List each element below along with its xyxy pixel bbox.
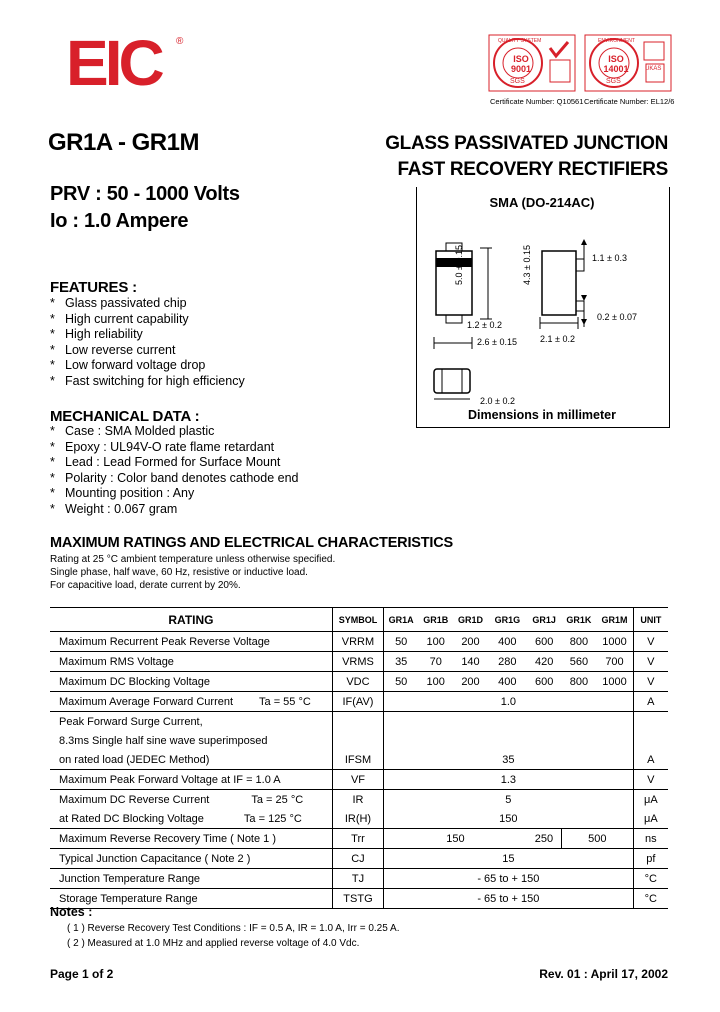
table-row	[50, 750, 668, 770]
row-symbol: IR(H)	[332, 809, 383, 829]
cell: 100	[418, 672, 453, 692]
cell: 600	[534, 635, 554, 648]
table-row	[50, 712, 668, 732]
cell: 1.0	[384, 692, 634, 712]
cell: 5	[384, 790, 634, 810]
key-specs	[50, 181, 240, 235]
headline-line-2: FAST RECOVERY RECTIFIERS	[397, 159, 668, 180]
row-unit: V	[633, 672, 668, 692]
cell: 150	[384, 829, 527, 849]
ratings-title: MAXIMUM RATINGS AND ELECTRICAL CHARACTERISTICS	[50, 535, 453, 551]
cell: 560	[562, 652, 597, 672]
col-rating: RATING	[50, 608, 332, 632]
row-label: Maximum Peak Forward Voltage at IF = 1.0 A	[50, 770, 332, 790]
row-label: Maximum DC Blocking Voltage	[50, 672, 332, 692]
list-item: * Case : SMA Molded plastic	[50, 424, 299, 440]
row-symbol: TSTG	[332, 889, 383, 909]
row-unit: μA	[633, 809, 668, 829]
row-label: on rated load (JEDEC Method)	[59, 753, 210, 766]
list-item: * Fast switching for high efficiency	[50, 374, 245, 390]
col-part: GR1A	[384, 608, 419, 632]
list-item: * High reliability	[50, 327, 245, 343]
table-row	[50, 692, 668, 712]
table-row	[50, 652, 668, 672]
row-unit: V	[633, 632, 668, 652]
row-symbol: IR	[332, 790, 383, 810]
cell: 200	[461, 635, 480, 648]
io-spec: Io : 1.0 Ampere	[50, 210, 189, 232]
cell: 500	[562, 829, 634, 849]
headline-line-1: GLASS PASSIVATED JUNCTION	[385, 133, 668, 154]
table-row	[50, 770, 668, 790]
row-symbol: VRRM	[332, 632, 383, 652]
cert1-sgs: SGS	[510, 78, 525, 85]
company-logo: EIC	[66, 27, 161, 99]
ratings-notes	[50, 553, 335, 592]
cell: 140	[453, 652, 488, 672]
mechanical-title: MECHANICAL DATA :	[50, 408, 200, 425]
col-part: GR1K	[562, 608, 597, 632]
list-item: * Low reverse current	[50, 343, 245, 359]
rating-note-1: Rating at 25 °C ambient temperature unless otherwise specified.	[50, 554, 336, 565]
row-label: Storage Temperature Range	[50, 889, 332, 909]
cell: 250	[527, 829, 562, 849]
col-part: GR1D	[453, 608, 488, 632]
row-symbol: Trr	[332, 829, 383, 849]
cell: 400	[488, 672, 527, 692]
col-part: GR1J	[527, 608, 562, 632]
cell: 35	[384, 652, 419, 672]
cell: 50	[384, 672, 419, 692]
row-label: Maximum Reverse Recovery Time ( Note 1 )	[50, 829, 332, 849]
table-row	[50, 672, 668, 692]
row-label: at Rated DC Blocking Voltage Ta = 125 °C	[59, 812, 302, 825]
list-item: * Polarity : Color band denotes cathode end	[50, 471, 299, 487]
col-unit: UNIT	[633, 608, 668, 632]
registered-mark: ®	[176, 36, 184, 47]
cert2-label: ISO 14001	[603, 54, 629, 74]
package-title: SMA (DO-214AC)	[489, 195, 595, 210]
note-2: ( 2 ) Measured at 1.0 MHz and applied reverse voltage of 4.0 Vdc.	[67, 938, 360, 949]
list-item: * Mounting position : Any	[50, 486, 299, 502]
row-unit: A	[633, 692, 668, 712]
cell: 100	[426, 635, 445, 648]
cell: 70	[418, 652, 453, 672]
ratings-table	[50, 607, 668, 909]
dimensions-caption: Dimensions in millimeter	[468, 408, 616, 422]
table-row	[50, 889, 668, 909]
row-symbol: CJ	[332, 849, 383, 869]
cell: 800	[562, 672, 597, 692]
row-unit: A	[633, 750, 668, 770]
row-unit: °C	[633, 869, 668, 889]
notes-title: Notes :	[50, 905, 93, 919]
row-unit: pf	[633, 849, 668, 869]
dim-1-2: 1.2 ± 0.2	[467, 320, 502, 330]
table-row	[50, 632, 668, 652]
cert2-ring: ENVIRONMENT	[598, 38, 635, 44]
dim-2-0: 2.0 ± 0.2	[480, 396, 515, 406]
cert2-caption: Certificate Number: EL12/6	[584, 97, 675, 106]
dim-2-1: 2.1 ± 0.2	[540, 334, 575, 344]
product-headline	[348, 131, 668, 183]
cell: 35	[502, 753, 515, 766]
row-unit: ns	[633, 829, 668, 849]
table-row	[50, 790, 668, 810]
cell: 420	[527, 652, 562, 672]
mechanical-list	[50, 424, 299, 518]
dim-1-1: 1.1 ± 0.3	[592, 253, 627, 263]
cert1-label: ISO 9001	[510, 54, 532, 74]
row-unit: V	[633, 770, 668, 790]
list-item: * High current capability	[50, 312, 245, 328]
col-part: GR1G	[488, 608, 527, 632]
row-symbol: IF(AV)	[332, 692, 383, 712]
row-unit: V	[633, 652, 668, 672]
dim-2-6: 2.6 ± 0.15	[477, 337, 517, 347]
table-row	[50, 809, 668, 829]
row-symbol: VF	[332, 770, 383, 790]
row-label: Maximum Average Forward Current Ta = 55 °C	[50, 692, 332, 712]
list-item: * Lead : Lead Formed for Surface Mount	[50, 455, 299, 471]
dim-5-0: 5.0 ± 0.15	[454, 245, 464, 285]
row-unit: °C	[633, 889, 668, 909]
prv-spec: PRV : 50 - 1000 Volts	[50, 183, 240, 205]
dim-4-3: 4.3 ± 0.15	[522, 245, 532, 285]
cert2-sgs: SGS	[606, 78, 621, 85]
table-row	[50, 849, 668, 869]
row-symbol: IFSM	[332, 750, 383, 770]
row-symbol: TJ	[332, 869, 383, 889]
page-number: Page 1 of 2	[50, 967, 114, 981]
row-symbol: VDC	[332, 672, 383, 692]
cell: 800	[569, 635, 589, 648]
rating-note-3: For capacitive load, derate current by 20%.	[50, 580, 241, 591]
col-part: GR1B	[418, 608, 453, 632]
cell: 700	[596, 652, 633, 672]
features-title: FEATURES :	[50, 279, 137, 296]
package-drawing	[416, 215, 668, 405]
cert2-ukas: UKAS	[645, 66, 662, 72]
row-label: Typical Junction Capacitance ( Note 2 )	[50, 849, 332, 869]
rating-note-2: Single phase, half wave, 60 Hz, resistive or inductive load.	[50, 567, 308, 578]
cell: - 65 to + 150	[384, 869, 634, 889]
row-label: Peak Forward Surge Current,	[50, 712, 332, 732]
list-item: * Glass passivated chip	[50, 296, 245, 312]
list-item: * Low forward voltage drop	[50, 358, 245, 374]
cert1-ring: QUALITY SYSTEM	[498, 38, 542, 44]
row-symbol: VRMS	[332, 652, 383, 672]
table-header-row	[50, 608, 668, 632]
row-label: Maximum RMS Voltage	[50, 652, 332, 672]
cell: 15	[384, 849, 634, 869]
list-item: * Epoxy : UL94V-O rate flame retardant	[50, 440, 299, 456]
cell: 1.3	[384, 770, 634, 790]
cell: 150	[499, 812, 518, 825]
part-number-title: GR1A - GR1M	[48, 129, 199, 156]
revision: Rev. 01 : April 17, 2002	[539, 967, 668, 981]
cell: 50	[395, 635, 408, 648]
table-row	[50, 829, 668, 849]
features-list	[50, 296, 245, 390]
note-1: ( 1 ) Reverse Recovery Test Conditions : IF = 0.5 A, IR = 1.0 A, Irr = 0.25 A.	[67, 923, 400, 934]
cell: 600	[527, 672, 562, 692]
cell: 1000	[596, 672, 633, 692]
cert1-caption: Certificate Number: Q10561	[490, 97, 584, 106]
row-unit: μA	[633, 790, 668, 810]
cell: 400	[498, 635, 517, 648]
cell: - 65 to + 150	[384, 889, 634, 909]
row-label: Junction Temperature Range	[50, 869, 332, 889]
list-item: * Weight : 0.067 gram	[50, 502, 299, 518]
dim-0-2: 0.2 ± 0.07	[597, 312, 637, 322]
cell: 1000	[602, 635, 627, 648]
table-row	[50, 731, 668, 750]
row-label: Maximum DC Reverse Current Ta = 25 °C	[50, 790, 332, 810]
col-part: GR1M	[596, 608, 633, 632]
table-row	[50, 869, 668, 889]
cell: 200	[453, 672, 488, 692]
row-label: 8.3ms Single half sine wave superimposed	[59, 734, 268, 747]
cell: 280	[488, 652, 527, 672]
row-label: Maximum Recurrent Peak Reverse Voltage	[59, 635, 270, 648]
col-symbol: SYMBOL	[332, 608, 383, 632]
